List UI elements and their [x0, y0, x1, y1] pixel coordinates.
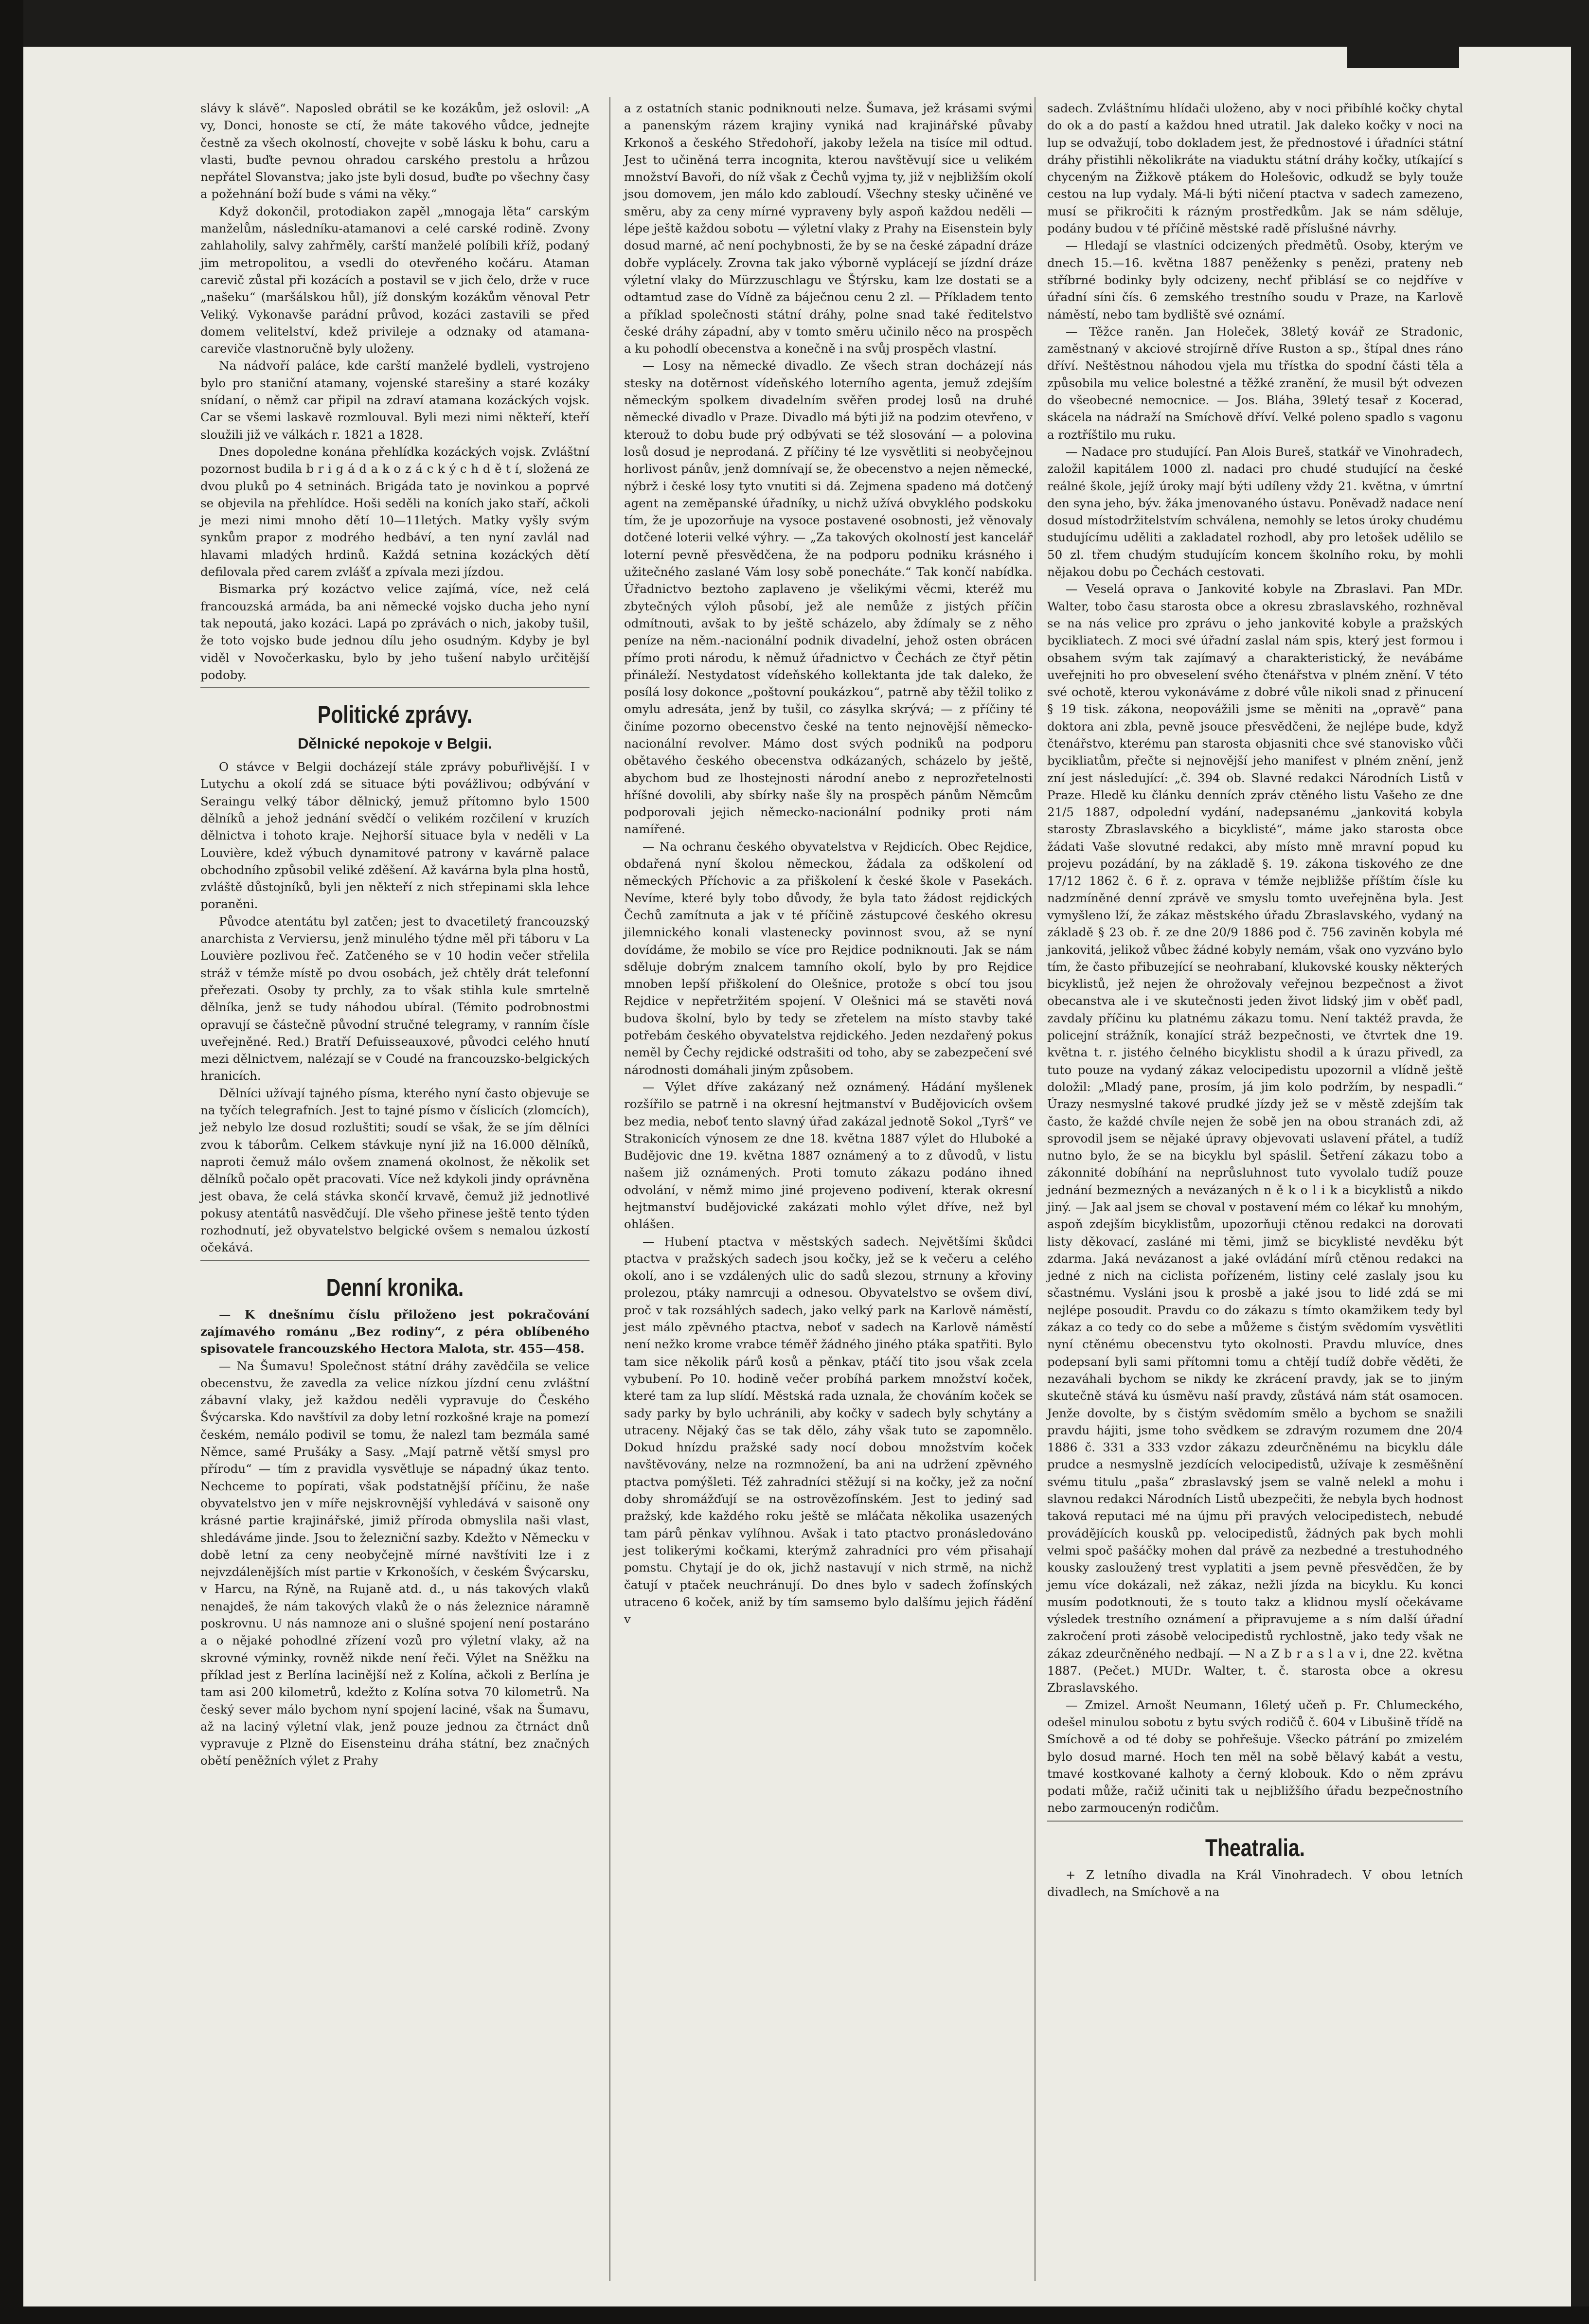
column-2	[624, 100, 1033, 1627]
paragraph: sadech. Zvláštnímu hlídači uloženo, aby v noci přibíhlé kočky chytal do ok a do pastí a každou hned utratil. Jak daleko kočky v noci na lup se odvažují, tobo dokladem jest, že přednostové i úřadníci státní dráhy přistihli několikráte na viaduktu státní dráhy kočky, utíkající s chyceným na Žižkově ptákem do Holešovic, odkudž se byly touže cestou na lup vydaly. Má-li býti ničení ptactva v sadech zamezeno, musí se přikročiti k rázným prostředkům. Jak se nám sděluje, podány budou v té příčině městské radě příslušné návrhy.	[1047, 101, 1463, 236]
paragraph: — Veselá oprava o Jankovité kobyle na Zbraslavi. Pan MDr. Walter, tobo času starosta obce a okresu zbraslavského, rozhněval se na nás velice pro zprávu o jeho jankovité kobyle a pražských bycikliatech. Z moci své úřadní zaslal nám spis, který jest formou i obsahem svým tak zajímavý a charakteristický, že nevábáme uveřejniti ho pro obveselení svého čtenářstva v plném znění. V této své ochotě, kterou vykonáváme z dobré vůle nikoli snad z přinucení § 19 tisk. zákona, neopovážili jsme se měniti na „opravě“ pana doktora ani zbla, pevně jsouce přesvědčeni, že nejlépe bude, když čtenářstvo, kterému pan starosta objasniti chce své stanovisko vůči bycikliatům, přečte si nejnovější jeho manifest v plném znění, jenž zní jest následující: „č. 394 ob. Slavné redakci Národních Listů v Praze. Hledě ku článku denních zpráv ctěného listu Vašeho ze dne 21/5 1887, odpolední vydání, nadepsanému „jankovitá kobyla starosty Zbraslavského a bicyklisté“, máme jako starosta obce žádati Vaše slovutné redakci, aby místo mně mravní popud ku projevu pozádání, by na základě §. 19. zákona tiskového ze dne 17/12 1862 č. 6 ř. z. oprava v témže nejbližše příštím čísle ku nadzmíněné denní zprávě ve smyslu tomto uveřejněna byla. Jest vymyšleno lží, že zákaz městského úřadu Zbraslavského, vydaný na základě § 23 ob. ř. ze dne 20/9 1886 pod č. 756 zaviněn kobyla mé jankovitá, jelikož vůbec žádné kobyly nemám, však ono vyzváno bylo tím, že často přibuzející se neohrabaní, klukovské kousky některých bicyklistů, jež nejen že ohrožovaly veřejnou bezpečnost a život obecanstva ale i ve skutečnosti jeden život lidský jim v oběť padl, zavdaly příčinu ku platnému zákazu tomu. Není taktéž pravda, že policejní strážník, konající stráž bezpečnosti, ve čtvrtek dne 19. května t. r. jistého čelného bicyklistu shodil a k úrazu přivedl, za tuto pouze na vydaný zákaz velocipedistu upozornil a vlídně ještě doložil: „Mladý pane, prosím, já jim kolo podržím, by nespadli.“ Úrazy nesmyslné takové prudké jízdy jež se v městě zdejším tak často, že každé chvíle nejen že sobě jen na obou stranách zdi, až sprovodil jsem se nějaké úpravy objevovati uslavení přátel, a tudíž nutno bylo, že se na bicyklu byl spáslil. Šetření zákazu tobo a zákonnité dobíhání na neprůsluhnost tuto vyvolalo tudíž pouze jednání bezmezných a nevázaných n ě k o l i k a bicyklistů a nikdo jiný. — Jak aal jsem se choval v postavení mém co lékař ku mnohým, aspoň zdejším bicyklistům, upozorňuji ctěnou redakci na dorovati listy děkovací, zasláné mi těmi, jimž se bicyklisté nevděku být zdarma. Jaká nevázanost a jaké ovládání mírů ctěnou redakci na jedné z nich na ciclista pořízeném, listiny celé zaslaly jsou ku sčastnému. Vysláni jsou k prosbě a jaké jsou to lidé zdá se mi nejlépe posoudit. Pravdu co do zákazu s tímto okamžikem tedy byl zákaz a co tedy co do sebe a můžeme s čistým svědomím vysvětliti nyní ctěnému obecenstvu tyto okolnosti. Pravdu mluvíce, dnes podepsaní byli sami přítomni tomu a chtějí tudíž dobře věděti, že nezaváhali bychom se nikdy ke zkrácení pravdy, jak se to jiným skutečně stává ku úsměvu naší pravdy, zůstává nám stát osamocen. Jenže dovolte, by s čistým svědomím smělo a bychom se snažili pravdu hájiti, jsme toho svědkem se zdravým rozumem dne 20/4 1886 č. 331 a 333 vzdor zákazu zdeurčněnému na bicyklu dále prudce a nesmyslně jezdících velocipedistů, užívaje k zesměšnění svému titulu „paša“ zbraslavský jsem se valně nelekl a mohu i slavnou redakci Národních Listů ubezpečiti, že nebyla bych hodnost taková reputaci mé na újmu při pravých velocipedistech, nebudé provádějících kousků pp. velocipedistů, žádných pak bych mohli velmi spoč pašáčky mohen dal právě za nezbedné a trestuhodného kousky zasloužený trest vyplatiti a jsem pevně přesvědčen, že by jemu více dokázali, než zákaz, nežli jízda na bicyklu. Ku konci musím podotknouti, že s touto takz a klidnou myslí očekávame výsledek trestního oznámení a připravujeme a s ním další úřadní zakročení proti zásobě velocipedistů rychlostně, jako tedy však ne zákaz zdeurčněného nedbají. — N a Z b r a s l a v i, dne 22. května 1887. (Pečet.) MUDr. Walter, t. č. starosta obce a okresu Zbraslavského.	[1047, 582, 1463, 1695]
section-heading-politics: Politické zprávy.	[317, 701, 473, 729]
scan-edge-bottom	[0, 2306, 1589, 2324]
paragraph: — Na ochranu českého obyvatelstva v Rejdicích. Obec Rejdice, obdařená nyní školou německou, žádala za odškolení od německých Příchovic a za přiškolení k české škole v Pasekách. Nevíme, které byly tobo důvody, že byla tato žádost rejdických Čechů zamítnuta a jak v té příčině zástupcové českého okresu jilemnického konali vlastenecky povinnost svou, až se nyní dovídáme, že mobilo se více pro Rejdice podniknouti. Jak se nám sděluje dobrým znalcem tamního okolí, bylo by pro Rejdice mnoben lepší přiškolení do Olešnice, protože s obcí tou jsou Rejdice v nepřetržitém spojení. V Olešnici má se stavěti nová budova školní, bylo by tedy se zřetelem na místo stavby také potřebám českého obyvatelstva rejdického. Jeden nezdařený pokus neměl by Čechy rejdické odstrašiti od toho, aby se zabezpečení své národnosti domáhali jiným způsobem.	[624, 839, 1033, 1077]
section-rule	[200, 1260, 589, 1261]
column-1	[200, 100, 589, 1770]
paragraph: — Hubení ptactva v městských sadech. Největšími škůdci ptactva v pražských sadech jsou kočky, jež se k večeru a celého okolí, ano i se vzdálených ulic do sadů slezou, strnuny a křoviny prolezou, ptáky namrcuji a odnesou. Obyvatelstvo se ovšem diví, proč v tak rozsáhlých sadech, jako velký park na Karlově náměstí, jest málo zpěvného ptactva, neboť v sadech na Karlově náměstí není nežko krome vrabce téměř žádného jiného ptáka spatřiti. Bylo tam sice několik párů kosů a pěnkav, ptáčí tito jsou však zcela vybubení. Po 10. hodině večer probíhá parkem množství koček, které tam za lup slídí. Městská rada uznala, že chováním koček se sady parky by bylo uchránili, aby kočky v sadech byly schytány a utraceny. Nějaký čas se tak dělo, záhy však tuto se zapomnělo. Dokud hnízdu pražské sady nocí dobou množstvím koček navštěvovány, nelze na rozmnožení, ba ani na udržení zpěvného ptactva pomýšleti. Též zahradníci stěžují si na kočky, jež za noční doby shromážďují se na ostrovězofínském. Jest to jediný sad pražský, kde každého roku ještě se mláčata několika usazených tam párů pěnkav vylíhnou. Avšak i tato ptactvo pronásledováno jest tolikerými kočkami, kterýmž zahradníci pro vém přisahají pomstu. Chytají je do ok, jichž nastavují v nich strmě, na nichž čatují v ptaček neuchránují. Do dnes bylo v sadech žofínských utraceno 6 koček, aniž by tím samsemo bylo dalšímu jejich řádění v	[624, 1234, 1033, 1627]
paragraph: — Na Šumavu! Společnost státní dráhy zavědčila se velice obecenstvu, že zavedla za velice nízkou jízdní cenu zvláštní zábavní vlaky, jež každou neděli vypravuje do Českého Švýcarska. Kdo navštívil za doby letní rozkošné kraje na pomezí českém, nemálo podivil se tomu, že nalezl tam bezmála samé Němce, samé Prušáky a Sasy. „Mají patrně větší smysl pro přírodu“ — tím z pravidla vysvětluje se nápadný úkaz tento. Nechceme to popírati, však podstatnější příčinu, že naše obyvatelstvo jen v míře nejskrovnější vyhledává v saisoně ony krásné partie krajinářské, jimiž příroda obmyslila naši vlast, shledáváme jinde. Jsou to železniční sazby. Kdežto v Německu v době letní za ceny neobyčejně mírné navštíviti lze i z nejvzdálenějších míst partie v Krkonoších, v českém Švýcarsku, v Harcu, na Rýně, na Rujaně atd. d., u nás takových vlaků nenajdeš, že nám takových vlaků že o nás železnice náramně poskrovnu. U nás namnoze ani o slušné spojení není postaráno a o nějaké pohodlné zřízení vozů pro výletní vlaky, až na skrovné výminky, rovněž nikde není řeči. Výlet na Sněžku na příklad jest z Berlína lacinější než z Kolína, ačkoli z Berlína je tam asi 200 kilometrů, kdežto z Kolína sotva 70 kilometrů. Na český sever málo bychom nyní spojení laciné, však na Šumavu, až na laciný výletní vlak, jenž pouze jednou za čtrnáct dnů vypravuje z Plzně do Eisensteinu dráha státní, bez značných obětí peněžních výlet z Prahy	[200, 1359, 589, 1768]
paragraph: Dnes dopoledne konána přehlídka kozáckých vojsk. Zvláštní pozornost budila b r i g á d a k o z á c k ý c h d ě t í, složená ze dvou pluků po 4 setninách. Brigáda tato je novinkou a poprvé se objevila na přehlídce. Hoši seděli na koních jako staří, ačkoli je mezi nimi mnoho dětí 10—11letých. Matky vyšly svým synkům prapor z modrého hedbáví, a ten nyní zavlál nad hlavami mladých hrdinů. Každá setnina kozáckých dětí defilovala před carem zvlášť a zpívala mezi jízdou.	[200, 444, 589, 579]
paragraph: + Z letního divadla na Král Vinohradech. V obou letních divadlech, na Smíchově a na	[1047, 1867, 1463, 1899]
paragraph-supplement-note: — K dnešnímu číslu přiloženo jest pokračování zajímavého románu „Bez rodiny“, z péra oblíbeného spisovatele francouzského Hectora Malota, str. 455—458.	[200, 1307, 589, 1356]
section-rule	[200, 687, 589, 688]
paragraph: Na nádvoří paláce, kde carští manželé bydleli, vystrojeno bylo pro staniční atamany, vojenské starešiny a staré kozáky snídaní, o němž car připil na zdraví atamana kozáckých vojsk. Car se všemi laskavě rozmlouval. Byli mezi nimi někteří, kteří sloužili již ve válkách r. 1821 a 1828.	[200, 358, 589, 442]
paragraph: — Nadace pro studující. Pan Alois Bureš, statkář ve Vinohradech, založil kapitálem 1000 zl. nadaci pro chudé studující na české reálné škole, jejíž úroky mají býti udíleny vždy 21. května, v úmrtní den syna jeho, býv. žáka jmenovaného ústavu. Poněvadž nadace není dosud místodržitelstvím schválena, nemohly se letos úroky chudému studujícímu uděliti a zakladatel rozhodl, aby pro letošek udělilo se 50 zl. třem chudým studujícím koncem školního roku, by mohli nějakou dobu po Čechách cestovati.	[1047, 444, 1463, 579]
section-heading-theatre: Theatralia.	[1205, 1834, 1305, 1861]
scan-edge-left	[0, 0, 23, 2324]
paragraph: Bismarkа prý kozáctvo velice zajímá, více, než celá francouzská armáda, ba ani německé vojsko ducha jeho nyní tak nepoutá, jako kozáci. Lapá po zprávách o nich, jakoby tušil, že toto vojsko bude jednou dílu jeho osudným. Kdyby je byl viděl v Novočerkasku, bylo by jeho tušení nabylo určitější podoby.	[200, 582, 589, 682]
paragraph: a z ostatních stanic podniknouti nelze. Šumava, jež krásami svými a panenským rázem krajiny vyniká nad krajinářské půvaby Krkonoš a českého Středohoří, jakoby ležela na tisíce mil odtud. Jest to učiněná terra incognita, kterou navštěvují sice u velikém množství Bavoři, do níž však z Čechů vyjma ty, již v nejbližším okolí jsou domovem, jen málo kdo zabloudí. Všechny stesky učiněné ve směru, aby za ceny mírné vypraveny byly aspoň každou neděli — lépe ještě každou sobotu — výletní vlaky z Prahy na Eisenstein byly dosud marné, ač není pochybnosti, že by se na české západní dráze dobře vyplácely. Zrovna tak jako výborně vyplácejí se jízdní dráze výletní vlaky do Mürzzuschlagu ve Štýrsku, kam lze dostati se a odtamtud zase do Vídně za báječnou cenu 2 zl. — Příkladem tento a příklad společnosti státní dráhy, polne snad také ředitelstvo české dráhy západní, aby v tomto směru učinilo něco na prospěch a ku pohodlí obecenstva a konečně i na svůj prospěch vlastní.	[624, 101, 1033, 356]
article-continuation-cossacks: slávy k slávě“. Naposled obrátil se ke kozákům, jež oslovil: „A vy, Donci, honoste se ctí, že máte takového vůdce, jednejte čestně za všech okolností, chovejte v sobě lásku k bohu, caru a vlasti, buďte pevnou ohradou carského prestolu a hrůzou nepřátel Slovanstva; jako jste byli dosud, buďte po všechny časy a požehnání boží bude s vámi na věky.“	[200, 101, 589, 201]
paragraph: — Výlet dříve zakázaný než oznámený. Hádání myšlenek rozšířilo se patrně i na okresní hejtmanství v Budějovicích ovšem bez media, neboť tento slavný úřad zakázal jednotě Sokol „Tyrš“ ve Strakonicích výnosem ze dne 18. května 1887 výlet do Hluboké a Budějovic dne 19. května 1887 oznámený a to z důvodů, v listu našem již oznámených. Proti tomuto zákazu podáno ihned odvolání, v němž mimo jiné projeveno podivení, kterak okresní hejtmanství budějovické zakázati mohlo výlet dříve, než byl ohlášen.	[624, 1079, 1033, 1232]
paragraph: — Zmizel. Arnošt Neumann, 16letý učeň p. Fr. Chlumeckého, odešel minulou sobotu z bytu svých rodičů č. 604 v Libušině třídě na Smíchově a od té doby se pohřešuje. Všecko pátrání po zmizelém bylo dosud marné. Hoch ten měl na sobě bělavý kabát a vestu, tmavé kostkované kalhoty a černý klobouk. Kdo o něm zprávu podati může, račiž učiniti tak u nejbližšího úřadu bezpečnostního nebo zarmoucenýn rodičům.	[1047, 1698, 1463, 1815]
section-heading-daily-chronicle: Denní kronika.	[326, 1273, 464, 1301]
paragraph: Když dokončil, protodiakon zapěl „mnogaja lěta“ carským manželům, následníku-atamanovi a celé carské rodině. Zvony zahlaholily, salvy zahřměly, carští manželé políbili kříž, podaný jim metropolitou, a vsedli do otevřeného kočáru. Ataman carevič zůstal při kozácích a postavil se v jich čelo, drže v ruce „našeku“ (maršálskou hůl), jíž donským kozákům věnoval Petr Veliký. Vykonavše parádní průvod, kozáci zastavili se před domem velitelství, kdež privileje a odznaky od atamana-careviče vlastnoručně byly uloženy.	[200, 204, 589, 356]
article-heading-belgium: Dělnické nepokoje v Belgii.	[298, 735, 492, 752]
section-rule	[1047, 1821, 1463, 1822]
column-3	[1047, 100, 1463, 1900]
paragraph: — Losy na německé divadlo. Ze všech stran docházejí nás stesky na dotěrnost vídeňského loterního agenta, jemuž zdejším německým spolkem divadelním svěřen prodej losů na druhé německé divadlo v Praze. Divadlo má býti již na podzim otevřeno, v kterouž to dobu bude prý odbývati se též slosování — a polovina losů dosud je neprodaná. Z příčiny té lze vysvětliti si neobyčejnou horlivost pánův, jenž domnívají se, že obecenstvo a nejen německé, nýbrž i české losy tyto vnutiti si dá. Zejmena spadeno má dotčený agent na zeměpanské úřadníky, u nichž užívá obvyklého podskoku tím, že je upozorňuje na vysoce postavené osobnosti, jež věnovaly dotčené loterii velké výhry. — „Za takových okolností jest kancelář loterní pevně přesvědčena, že na podporu podniku krásného i užitečného zaslané Vám losy sobě ponecháte.“ Tak končí nabídka. Úřadnictvo beztoho zaplaveno je všelikými věcmi, kteréž mu zbytečných výloh působí, jež ale nemůže z jistých příčin odmítnouti, avšak to by ještě scházelo, aby ždímaly se z něho peníze na něm.-nacionální podnik divadelní, jehož osten obrácen přímo proti národu, k němuž úřadnictvo v Čechách ze čtyř pětin přináleží. Nestydatost vídeňského kollektanta jde tak daleko, že posílá losy dokonce „poštovní poukázkou“, patrně aby těžil toliko z omylu adresáta, jenž by tušil, co zásylka skrývá; — z příčiny té činíme pozorno obecenstvo české na tento nejnovější německo-nacionální revolver. Mámo dost svých podniků na podporu obětavého českého obecenstva odkázaných, scházelo by ještě, abychom bud ze lhostejnosti národní anebo z neprozřetelnosti hříšné dovolili, aby sbírky naše šly na prospěch pánům Němcům podporovali jejich německo-nacionální podniky proti nám namířené.	[624, 358, 1033, 837]
paragraph: — Těžce raněn. Jan Holeček, 38letý kovář ze Stradonic, zaměstnaný v akciové strojírně dříve Ruston a sp., štípal dnes ráno dříví. Neštěstnou náhodou vjela mu třístka do spodní části těla a způsobila mu velice bolestné a těžké zranění, že musil být odvezen do všeobecné nemocnice. — Jos. Bláha, 39letý tesař z Kocerad, skácela na nádraží na Smíchově dříví. Velké poleno spadlo s vagonu a roztříštilo mu ruku.	[1047, 324, 1463, 442]
column-rule-2	[1035, 97, 1036, 2281]
paragraph: Dělníci užívají tajného písma, kterého nyní často objevuje se na tyčích telegrafních. Jest to tajné písmo v číslicích (zlomcích), jež nebylo lze dosud rozluštiti; soudí se však, že se jím dělníci zvou k táborům. Celkem stávkuje nyní již na 16.000 dělníků, naproti čemuž málo ovšem znamená okolnost, že několik set dělníků počalo opět pracovati. Více než kdykoli jindy oprávněna jest obava, že celá stávka skončí krvavě, čemuž již jednotlivé pokusy atentátů nasvědčují. Dle všeho přinese ještě tento týden rozhodnutí, jež obyvatelstvo belgické ovšem s nemalou úzkostí očekává.	[200, 1086, 589, 1255]
paragraph: — Hledají se vlastníci odcizených předmětů. Osoby, kterým ve dnech 15.—16. května 1887 peněženky s penězi, prateny neb stříbrné bodinky byly odcizeny, nechť přiblásí se co nejdříve v úřadní síni čís. 6 zemského trestního soudu v Praze, na Karlově náměstí, nebo tam bydliště své oznámí.	[1047, 238, 1463, 322]
paragraph: Původce atentátu byl zatčen; jest to dvacetiletý francouzský anarchista z Verviersu, jenž minulého týdne měl při táboru v La Louvière pozlivou řeč. Zatčeného se v 10 hodin večer střelila stráž v témže místě po dvou osobách, jež chtěly drát telefonní přeřezati. Osoby ty prchly, za to však stihla kule smrtelně dělníka, jenž se tudy náhodou ubíral. (Témito podrobnostmi opravují se částečně původní stručné telegramy, v ranním čísle uveřejněné. Red.) Bratří Defuisseauxové, původci celého hnutí mezi dělnictvem, nalézají se v Coudé na francouzsko-belgických hranicích.	[200, 914, 589, 1083]
paragraph: O stávce v Belgii docházejí stále zprávy pobuřlivější. I v Lutychu a okolí zdá se situace býti povážlivou; odbývání v Seraingu velký tábor dělnický, jemuž přítomno bylo 1500 dělníků a jehož jednání svědčí o velikém rozčilení v kruzích dělnictva i tohoto kraje. Nejhorší situace byla v neděli v La Louvière, kdež výbuch dynamitové patrony v kavárně palace obchodního způsobil veliké zděšení. Až kavárna byla plna hostů, zvláště důstojníků, byli jen někteří z nich střepinami skla lehce poraněni.	[200, 760, 589, 912]
scan-clip-mark	[1347, 47, 1459, 68]
column-rule-1	[609, 97, 610, 2281]
